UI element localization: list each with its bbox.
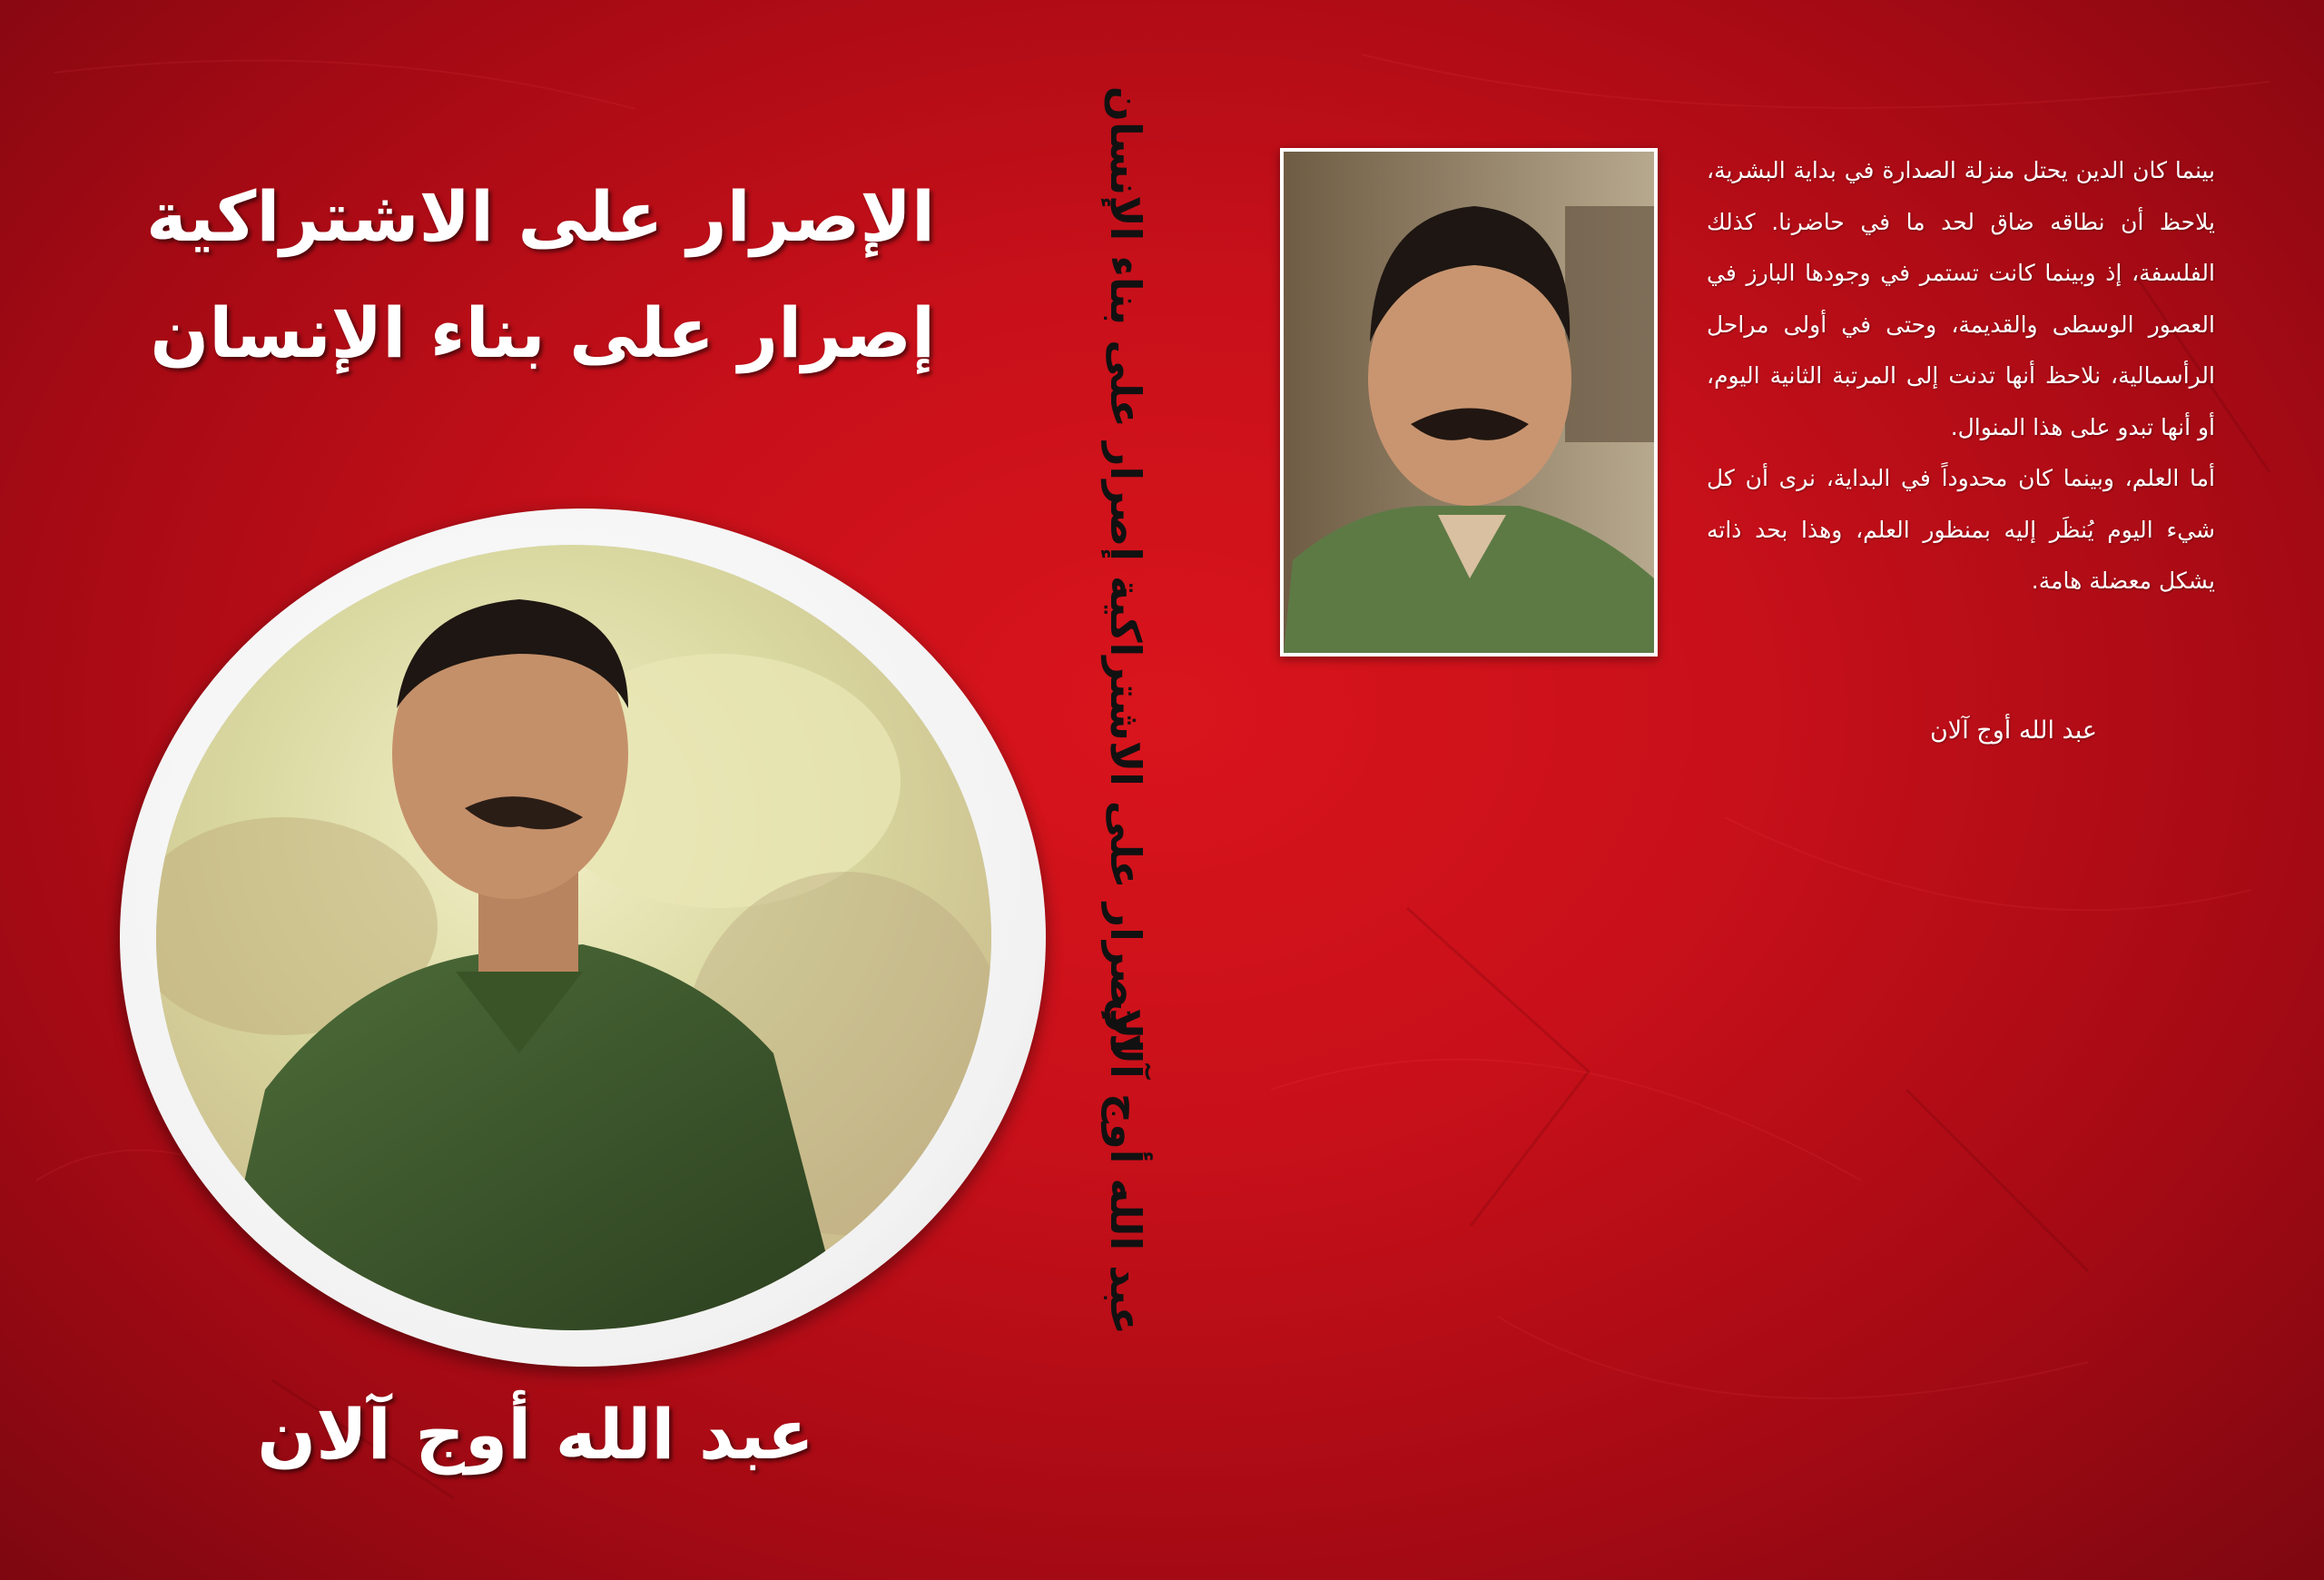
blurb-paragraph-2: أما العلم، وبينما كان محدوداً في البداية، نرى أن كل شيء اليوم يُنظَر إليه بمنظور العلم، وهذا بحد ذاته يشكل معضلة هامة. xyxy=(1707,465,2215,594)
blurb-paragraph-1: بينما كان الدين يحتل منزلة الصدارة في بداية البشرية، يلاحظ أن نطاقه ضاق لحد ما في حاضرنا. كذلك الفلسفة، إذ وبينما كانت تستمر في وجودها البارز في العصور الوسطى والقديمة، وحتى في أولى مراحل الرأسمالية، نلاحظ أنها تدنت إلى المرتبة الثانية اليوم، أو أنها تبدو على هذا المنوال. xyxy=(1707,157,2215,440)
front-title-line-2: إصرار على بناء الإنسان xyxy=(150,292,935,373)
front-title-line-1: الإصرار على الاشتراكية xyxy=(146,176,935,257)
front-portrait-photo xyxy=(156,545,991,1330)
back-author-signature: عبد الله أوج آلان xyxy=(1929,716,2097,745)
spine-title: الإصرار على الاشتراكية إصرار على بناء الإنسان xyxy=(1101,85,1150,1053)
front-author-name: عبد الله أوج آلان xyxy=(257,1394,814,1475)
back-cover-blurb xyxy=(1707,145,2215,607)
back-portrait-photo xyxy=(1284,152,1654,653)
spine-author: عبد الله أوج آلان xyxy=(1101,997,1150,1335)
front-title xyxy=(136,159,935,391)
